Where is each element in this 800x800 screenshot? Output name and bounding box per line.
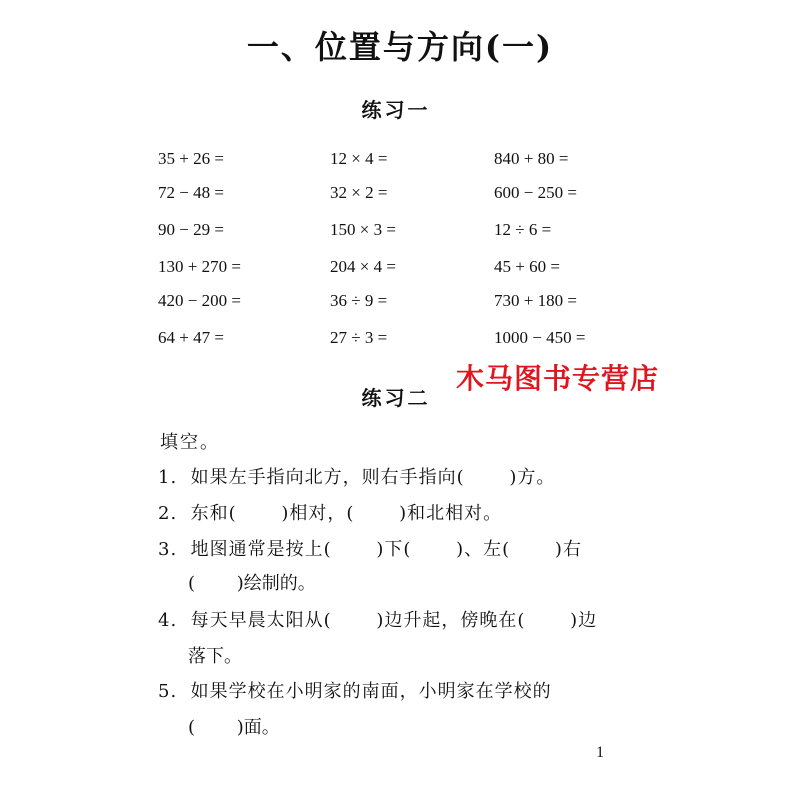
question-number: 3. [158,539,178,560]
question-5-continuation: ( )面。 [188,717,280,738]
calc-item: 420 − 200 = [158,291,241,310]
question-text: 如果学校在小明家的南面，小明家在学校的 [190,681,552,702]
page-title: 一、位置与方向(一) [246,28,554,66]
question-1 [158,466,555,490]
calc-item: 12 × 4 = [330,149,388,168]
calc-item: 27 ÷ 3 = [330,328,388,347]
calc-item: 600 − 250 = [494,183,577,202]
question-text: 东和( )相对，( )和北相对。 [190,503,503,524]
calc-item: 72 − 48 = [158,183,224,202]
calc-item: 204 × 4 = [330,257,396,276]
question-4-continuation: 落下。 [188,646,242,667]
question-3-continuation: ( )绘制的。 [188,573,316,594]
calc-item: 12 ÷ 6 = [494,220,552,239]
calc-item: 35 + 26 = [158,149,224,168]
exercise-1-heading: 练习一 [361,98,431,122]
question-number: 2. [158,503,178,524]
question-4 [158,609,597,633]
question-number: 5. [158,681,178,702]
question-text: 每天早晨太阳从( )边升起，傍晚在( )边 [190,610,598,631]
fill-in-instruction: 填空。 [160,432,220,453]
calc-item: 730 + 180 = [494,291,577,310]
question-number: 4. [158,610,178,631]
calc-item: 130 + 270 = [158,257,241,276]
question-3 [158,538,582,562]
question-2 [158,502,502,526]
calc-item: 150 × 3 = [330,220,396,239]
question-text: 地图通常是按上( )下( )、左( )右 [190,539,582,560]
exercise-2-heading: 练习二 [361,386,431,410]
calc-item: 45 + 60 = [494,257,560,276]
calc-item: 90 − 29 = [158,220,224,239]
question-5 [158,680,552,704]
calc-item: 64 + 47 = [158,328,224,347]
store-watermark: 木马图书专营店 [456,362,660,395]
calc-item: 840 + 80 = [494,149,569,168]
question-number: 1. [158,467,178,488]
calc-item: 36 ÷ 9 = [330,291,388,310]
calc-item: 1000 − 450 = [494,328,586,347]
question-text: 如果左手指向北方，则右手指向( )方。 [190,467,556,488]
page-number: 1 [596,744,604,761]
calc-item: 32 × 2 = [330,183,388,202]
